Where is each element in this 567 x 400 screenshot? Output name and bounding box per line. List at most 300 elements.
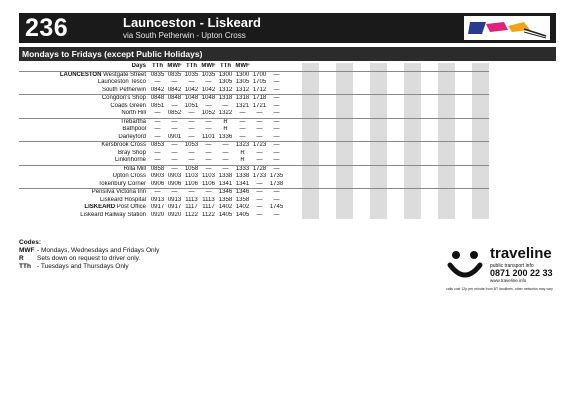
- empty-cell: [438, 157, 455, 165]
- empty-cell: [370, 189, 387, 197]
- time-cell: —: [239, 110, 246, 116]
- empty-cell: [302, 181, 319, 189]
- empty-column-header: [438, 63, 455, 71]
- empty-cell: [387, 173, 404, 181]
- empty-cell: [387, 142, 404, 150]
- empty-cell: [353, 173, 370, 181]
- empty-cell: [455, 134, 472, 142]
- timetable-header: [19, 63, 489, 71]
- time-cell: —: [256, 126, 263, 132]
- empty-cell: [404, 204, 421, 212]
- empty-cell: [438, 189, 455, 197]
- stop-name: Rilla Mill: [19, 165, 149, 173]
- code-item: TTh - Tuesdays and Thursdays Only: [19, 263, 129, 270]
- empty-cell: [387, 157, 404, 165]
- time-cell: 1405: [218, 211, 233, 218]
- empty-cell: [455, 103, 472, 111]
- time-cell: 0858: [150, 165, 165, 172]
- empty-column-header: [421, 63, 438, 71]
- empty-cell: [404, 87, 421, 95]
- table-row: [19, 189, 489, 197]
- time-cell: 1048: [201, 95, 216, 101]
- time-cell: 1035: [201, 71, 216, 78]
- day-code-header: [251, 63, 268, 71]
- empty-cell: [336, 212, 353, 220]
- traveline-smile-icon: [446, 247, 486, 287]
- time-cell: 1735: [269, 173, 284, 179]
- time-cell: —: [256, 211, 263, 218]
- empty-cell: [455, 142, 472, 150]
- time-cell: —: [273, 102, 280, 109]
- empty-cell: [404, 197, 421, 205]
- empty-cell: [370, 212, 387, 220]
- time-cell: 1106: [185, 180, 198, 187]
- empty-cell: [472, 118, 489, 126]
- empty-cell: [353, 157, 370, 165]
- empty-cell: [438, 212, 455, 220]
- empty-cell: [472, 110, 489, 118]
- time-cell: —: [188, 79, 195, 85]
- time-cell: 1322: [218, 110, 233, 116]
- empty-cell: [404, 189, 421, 197]
- empty-cell: [370, 126, 387, 134]
- table-row: [19, 118, 489, 126]
- time-cell: 1745: [269, 204, 284, 210]
- time-cell: 1712: [252, 86, 267, 93]
- empty-cell: [421, 110, 438, 118]
- empty-cell: [353, 118, 370, 126]
- time-cell: 1321: [235, 102, 250, 109]
- empty-cell: [319, 173, 336, 181]
- empty-cell: [404, 173, 421, 181]
- time-cell: 1122: [185, 211, 198, 218]
- empty-cell: [438, 142, 455, 150]
- empty-cell: [302, 95, 319, 103]
- empty-cell: [455, 189, 472, 197]
- time-cell: —: [154, 133, 161, 140]
- empty-cell: [472, 142, 489, 150]
- stop-name: Pensilva Victoria Inn: [19, 189, 149, 197]
- time-cell: 1738: [269, 180, 284, 187]
- empty-cell: [455, 71, 472, 79]
- time-cell: 1728: [252, 165, 267, 172]
- empty-cell: [370, 79, 387, 87]
- empty-cell: [302, 142, 319, 150]
- time-cell: —: [217, 165, 234, 173]
- empty-cell: [421, 165, 438, 173]
- empty-cell: [404, 157, 421, 165]
- time-cell: —: [273, 126, 280, 132]
- time-cell: —: [205, 102, 212, 109]
- time-cell: 1052: [201, 110, 216, 116]
- empty-cell: [370, 103, 387, 111]
- empty-cell: [370, 71, 387, 79]
- empty-cell: [472, 103, 489, 111]
- empty-cell: [353, 134, 370, 142]
- empty-cell: [404, 181, 421, 189]
- empty-cell: [421, 134, 438, 142]
- empty-cell: [370, 197, 387, 205]
- empty-cell: [370, 204, 387, 212]
- empty-cell: [472, 165, 489, 173]
- empty-cell: [421, 150, 438, 158]
- time-cell: —: [188, 133, 195, 140]
- empty-cell: [472, 87, 489, 95]
- empty-cell: [302, 79, 319, 87]
- empty-cell: [421, 197, 438, 205]
- stop-name: Tokenbury Corner: [98, 180, 146, 187]
- time-cell: R: [223, 126, 228, 132]
- time-cell: 1705: [252, 79, 267, 85]
- time-cell: 0901: [167, 133, 182, 140]
- empty-cell: [438, 173, 455, 181]
- empty-cell: [472, 79, 489, 87]
- empty-column-header: [404, 63, 421, 71]
- empty-cell: [370, 181, 387, 189]
- empty-cell: [404, 79, 421, 87]
- time-cell: 1042: [184, 86, 199, 93]
- time-cell: —: [205, 157, 212, 163]
- empty-cell: [421, 95, 438, 103]
- empty-cell: [421, 173, 438, 181]
- empty-cell: [285, 110, 302, 118]
- time-cell: —: [251, 118, 268, 126]
- empty-cell: [302, 204, 319, 212]
- empty-cell: [438, 150, 455, 158]
- table-row: [19, 212, 489, 220]
- empty-column-header: [302, 63, 319, 71]
- table-row: [19, 126, 489, 134]
- empty-cell: [336, 87, 353, 95]
- empty-cell: [336, 95, 353, 103]
- time-cell: 1106: [202, 180, 215, 187]
- time-cell: —: [183, 189, 200, 197]
- empty-cell: [336, 157, 353, 165]
- empty-cell: [370, 150, 387, 158]
- traveline-logo: [446, 245, 556, 290]
- time-cell: —: [256, 149, 263, 156]
- empty-cell: [387, 79, 404, 87]
- time-cell: R: [240, 149, 245, 156]
- empty-cell: [387, 134, 404, 142]
- time-cell: 1341: [235, 180, 250, 187]
- time-cell: —: [200, 189, 217, 197]
- table-row: [19, 79, 489, 87]
- empty-cell: [302, 189, 319, 197]
- empty-cell: [387, 95, 404, 103]
- empty-cell: [472, 204, 489, 212]
- time-cell: —: [256, 110, 263, 116]
- empty-cell: [302, 126, 319, 134]
- time-cell: 1048: [184, 95, 199, 101]
- time-cell: —: [171, 149, 178, 156]
- empty-cell: [302, 134, 319, 142]
- empty-cell: [336, 204, 353, 212]
- empty-cell: [387, 189, 404, 197]
- empty-column-header: [387, 63, 404, 71]
- empty-cell: [438, 181, 455, 189]
- stop-name: Trebartha: [19, 118, 149, 126]
- traveline-phone: 0871 200 22 33: [490, 268, 553, 278]
- empty-cell: [285, 103, 302, 111]
- empty-cell: [438, 95, 455, 103]
- empty-cell: [438, 126, 455, 134]
- time-cell: 1103: [202, 173, 215, 179]
- time-cell: 1117: [185, 204, 198, 210]
- empty-cell: [404, 71, 421, 79]
- empty-cell: [421, 71, 438, 79]
- time-cell: —: [166, 165, 183, 173]
- empty-cell: [302, 71, 319, 79]
- empty-cell: [387, 126, 404, 134]
- time-cell: —: [200, 142, 217, 150]
- day-code-header: MWF: [167, 63, 182, 69]
- empty-cell: [285, 204, 302, 212]
- time-cell: —: [256, 196, 263, 203]
- empty-cell: [370, 173, 387, 181]
- time-cell: 0835: [150, 71, 165, 78]
- time-cell: —: [188, 149, 195, 156]
- traveline-website: www.traveline.info: [490, 278, 527, 283]
- time-cell: 0848: [167, 95, 182, 101]
- empty-cell: [404, 212, 421, 220]
- empty-cell: [387, 165, 404, 173]
- empty-cell: [319, 79, 336, 87]
- time-cell: —: [273, 79, 280, 85]
- table-row: [19, 103, 489, 111]
- empty-cell: [455, 150, 472, 158]
- table-row: [19, 204, 489, 212]
- stop-name: North Hill: [121, 110, 146, 116]
- empty-column-header: [319, 63, 336, 71]
- time-cell: —: [171, 157, 178, 163]
- table-row: [19, 134, 489, 142]
- empty-cell: [353, 165, 370, 173]
- days-label: Days: [19, 63, 149, 71]
- time-cell: 1358: [235, 196, 250, 203]
- time-cell: —: [268, 95, 285, 103]
- empty-cell: [285, 79, 302, 87]
- empty-cell: [421, 142, 438, 150]
- time-cell: 0842: [150, 86, 165, 93]
- empty-cell: [387, 181, 404, 189]
- empty-cell: [302, 103, 319, 111]
- empty-cell: [285, 189, 302, 197]
- empty-cell: [370, 142, 387, 150]
- empty-cell: [302, 110, 319, 118]
- stop-name: Liskeard Hospital: [99, 196, 146, 203]
- empty-column-header: [472, 63, 489, 71]
- stop-name: Coads Green: [110, 102, 146, 109]
- traveline-tagline: public transport info: [490, 263, 534, 269]
- time-cell: —: [200, 118, 217, 126]
- time-cell: —: [171, 79, 178, 85]
- route-subtitle: via South Petherwin - Upton Cross: [123, 31, 246, 40]
- traveline-name: traveline: [490, 245, 552, 262]
- time-cell: —: [154, 149, 161, 156]
- time-cell: —: [222, 149, 229, 156]
- empty-cell: [302, 157, 319, 165]
- time-cell: —: [154, 157, 161, 163]
- empty-cell: [421, 126, 438, 134]
- time-cell: —: [205, 79, 212, 85]
- empty-cell: [370, 134, 387, 142]
- empty-cell: [285, 95, 302, 103]
- time-cell: 1318: [218, 95, 233, 101]
- route-title: Launceston - Liskeard: [123, 15, 261, 30]
- time-cell: —: [166, 118, 183, 126]
- empty-cell: [285, 134, 302, 142]
- empty-cell: [302, 118, 319, 126]
- time-cell: 1312: [235, 86, 250, 93]
- empty-cell: [353, 87, 370, 95]
- empty-cell: [404, 95, 421, 103]
- empty-cell: [421, 87, 438, 95]
- time-cell: —: [149, 189, 166, 197]
- empty-cell: [438, 103, 455, 111]
- empty-cell: [404, 150, 421, 158]
- traveline-call-cost: calls cost 12p per minute from BT landlines, other networks may vary: [446, 287, 553, 291]
- empty-cell: [472, 212, 489, 220]
- time-cell: 0913: [150, 196, 165, 203]
- empty-cell: [438, 110, 455, 118]
- empty-cell: [319, 212, 336, 220]
- stop-name: Darleyford: [118, 133, 146, 140]
- table-row: [19, 110, 489, 118]
- time-cell: 1723: [252, 142, 267, 148]
- empty-cell: [353, 189, 370, 197]
- time-cell: —: [188, 126, 195, 132]
- empty-cell: [319, 110, 336, 118]
- time-cell: 1122: [202, 211, 215, 218]
- empty-cell: [285, 197, 302, 205]
- empty-cell: [387, 110, 404, 118]
- empty-cell: [319, 157, 336, 165]
- empty-cell: [285, 150, 302, 158]
- time-cell: 1338: [235, 173, 250, 179]
- day-code-header: MWF: [201, 63, 216, 69]
- table-row: [19, 71, 489, 79]
- codes-label: Codes:: [19, 239, 42, 246]
- empty-cell: [455, 118, 472, 126]
- time-cell: —: [268, 142, 285, 150]
- empty-cell: [336, 126, 353, 134]
- time-cell: 1700: [252, 71, 267, 78]
- time-cell: —: [273, 133, 280, 140]
- empty-cell: [387, 150, 404, 158]
- empty-cell: [387, 71, 404, 79]
- empty-cell: [472, 126, 489, 134]
- empty-cell: [472, 157, 489, 165]
- empty-cell: [285, 181, 302, 189]
- time-cell: 0848: [150, 95, 165, 101]
- empty-cell: [455, 212, 472, 220]
- time-cell: —: [273, 211, 280, 218]
- stop-name: Liskeard Railway Station: [80, 211, 146, 218]
- empty-cell: [472, 181, 489, 189]
- time-cell: —: [205, 126, 212, 132]
- empty-cell: [285, 126, 302, 134]
- empty-cell: [285, 212, 302, 220]
- empty-cell: [302, 173, 319, 181]
- empty-cell: [302, 150, 319, 158]
- empty-cell: [472, 173, 489, 181]
- empty-cell: [438, 118, 455, 126]
- time-cell: 0842: [167, 86, 182, 93]
- time-cell: —: [268, 118, 285, 126]
- empty-cell: [285, 71, 302, 79]
- empty-cell: [455, 95, 472, 103]
- time-cell: 0917: [167, 204, 182, 210]
- empty-cell: [336, 150, 353, 158]
- empty-cell: [472, 71, 489, 79]
- time-cell: 1300: [218, 71, 233, 78]
- empty-cell: [455, 204, 472, 212]
- time-cell: —: [222, 102, 229, 109]
- time-cell: 0920: [150, 211, 165, 218]
- time-cell: 1358: [218, 196, 233, 203]
- empty-cell: [404, 110, 421, 118]
- operator-logo-icon: [464, 16, 550, 40]
- time-cell: 0835: [167, 71, 182, 78]
- empty-cell: [455, 157, 472, 165]
- table-row: [19, 181, 489, 189]
- empty-column-header: [370, 63, 387, 71]
- empty-cell: [285, 142, 302, 150]
- time-cell: —: [171, 102, 178, 109]
- empty-cell: [285, 87, 302, 95]
- empty-cell: [472, 189, 489, 197]
- table-row: [19, 142, 489, 150]
- time-cell: —: [217, 142, 234, 150]
- empty-cell: [336, 71, 353, 79]
- time-cell: 0903: [167, 173, 182, 179]
- time-cell: —: [273, 86, 280, 93]
- empty-cell: [455, 173, 472, 181]
- table-row: [19, 165, 489, 173]
- time-cell: 1113: [202, 196, 215, 203]
- time-cell: —: [188, 157, 195, 163]
- empty-cell: [319, 150, 336, 158]
- empty-cell: [455, 110, 472, 118]
- empty-cell: [438, 71, 455, 79]
- time-cell: —: [166, 142, 183, 150]
- empty-cell: [404, 165, 421, 173]
- empty-cell: [302, 87, 319, 95]
- empty-cell: [455, 87, 472, 95]
- time-cell: —: [149, 118, 166, 126]
- empty-cell: [353, 204, 370, 212]
- empty-cell: [404, 126, 421, 134]
- empty-cell: [421, 181, 438, 189]
- time-cell: —: [171, 126, 178, 132]
- empty-cell: [438, 79, 455, 87]
- day-code-header: MWF: [235, 63, 250, 69]
- route-header: [19, 13, 556, 43]
- empty-cell: [387, 204, 404, 212]
- time-cell: —: [273, 196, 280, 203]
- empty-cell: [370, 165, 387, 173]
- empty-cell: [319, 95, 336, 103]
- codes-legend: [19, 239, 159, 271]
- empty-cell: [285, 165, 302, 173]
- time-cell: —: [205, 149, 212, 156]
- time-cell: —: [154, 110, 161, 116]
- empty-cell: [387, 212, 404, 220]
- empty-cell: [404, 134, 421, 142]
- stop-name: South Petherwin: [101, 86, 146, 93]
- empty-cell: [353, 71, 370, 79]
